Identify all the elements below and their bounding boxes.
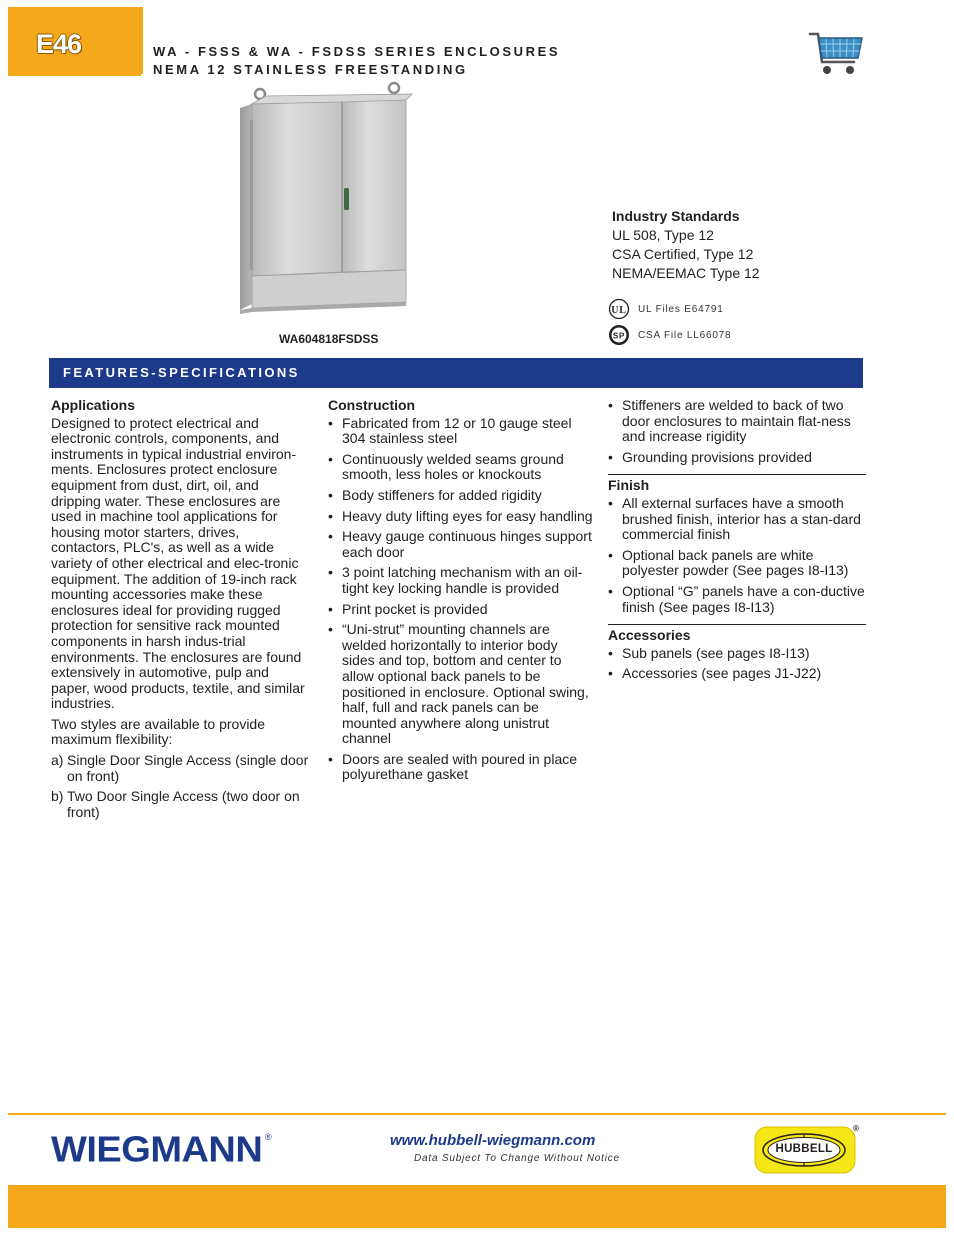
shopping-cart-icon[interactable] xyxy=(808,30,864,78)
list-item: • Body stiffeners for added rigidity xyxy=(328,488,593,504)
section-divider xyxy=(608,624,866,625)
features-title: FEATURES-SPECIFICATIONS xyxy=(63,365,300,380)
list-item: • Stiffeners are welded to back of two door enclosures to maintain flat-ness and increase rigidity xyxy=(608,398,866,445)
header-rule xyxy=(8,74,141,76)
csa-certification xyxy=(608,324,731,346)
page-code: E46 xyxy=(36,29,82,59)
list-item: • Fabricated from 12 or 10 gauge steel 304 stainless steel xyxy=(328,416,593,447)
change-notice: Data Subject To Change Without Notice xyxy=(414,1153,620,1164)
csa-file-number: CSA File LL66078 xyxy=(638,329,732,341)
series-title: WA - FSSS & WA - FSDSS SERIES ENCLOSURES xyxy=(153,44,561,59)
footer-bar xyxy=(8,1185,946,1228)
product-caption: WA604818FSDSS xyxy=(279,332,379,346)
style-item xyxy=(51,753,311,784)
applications-text: Designed to protect electrical and electronic controls, components, and instruments in typical industrial environ-ments. Enclosures protect enclosure equipment from dust, dirt, oil, and dripping water. These enclosures are used in machine tool applications for housing motor starters, drives, contactors, PLC's, as well as a wide variety of other electrical and elec-tronic equipment. The addition of 19-inch rack mounting accessories make these enclosures ideal for providing rugged protection for sensitive rack mounted components in harsh indus-trial environments. The enclosures are found extensively in automotive, pulp and paper, wood products, textile, and similar industries. xyxy=(51,414,305,712)
standard-item: NEMA/EEMAC Type 12 xyxy=(612,265,760,281)
list-item: • 3 point latching mechanism with an oil-tight key locking handle is provided xyxy=(328,565,593,596)
construction-heading: Construction xyxy=(328,397,416,413)
ul-logo-icon xyxy=(608,298,630,320)
list-item: • Print pocket is provided xyxy=(328,602,593,618)
applications-column xyxy=(51,398,311,825)
construction-column xyxy=(328,398,593,788)
list-item: • Doors are sealed with poured in place polyurethane gasket xyxy=(328,752,593,783)
specs-column xyxy=(608,398,866,687)
construction-list-continued xyxy=(608,398,866,465)
style-text: Two Door Single Access (two door on front) xyxy=(67,788,300,820)
list-item: • Heavy duty lifting eyes for easy handling xyxy=(328,509,593,525)
standards-heading: Industry Standards xyxy=(612,208,740,224)
registered-mark: ® xyxy=(265,1132,272,1142)
construction-list xyxy=(328,416,593,783)
list-item xyxy=(608,584,866,615)
list-item: • Accessories (see pages J1-J22) xyxy=(608,666,866,682)
list-item xyxy=(608,548,866,579)
applications-heading: Applications xyxy=(51,397,136,413)
list-item: • Grounding provisions provided xyxy=(608,450,866,466)
hubbell-logo xyxy=(754,1126,860,1174)
finish-heading: Finish xyxy=(608,477,650,494)
footer-rule xyxy=(8,1113,946,1115)
style-text: Single Door Single Access (single door on front) xyxy=(67,752,309,784)
list-item: • Heavy gauge continuous hinges support each door xyxy=(328,529,593,560)
hubbell-registered-mark: ® xyxy=(853,1124,859,1133)
website-link[interactable]: www.hubbell-wiegmann.com xyxy=(390,1132,596,1149)
standard-item: UL 508, Type 12 xyxy=(612,227,714,243)
accessories-list xyxy=(608,646,866,682)
industry-standards xyxy=(612,207,760,283)
hubbell-wordmark: HUBBELL xyxy=(775,1143,833,1155)
wiegmann-logo: WIEGMANN xyxy=(51,1130,263,1170)
series-subtitle: NEMA 12 STAINLESS FREESTANDING xyxy=(153,62,468,77)
ul-file-number: UL Files E64791 xyxy=(638,303,724,315)
optional-label: Optional xyxy=(622,546,675,563)
list-item: • Continuously welded seams ground smooth, less holes or knockouts xyxy=(328,452,593,483)
item-text: back panels are white polyester powder (See pages I8-I13) xyxy=(622,546,849,579)
accessories-heading: Accessories xyxy=(608,627,691,644)
list-item: • “Uni-strut” mounting channels are welded horizontally to interior body sides and top, bottom and center to allow optional back panels to be positioned in enclosure. Optional swing, half, full and rack panels can be mounted anywhere along unistrut channel xyxy=(328,622,593,747)
section-divider xyxy=(608,474,866,475)
item-text: “G” panels have a con-ductive finish (See pages I8-I13) xyxy=(622,582,865,615)
ul-certification xyxy=(608,298,724,320)
list-item: • Sub panels (see pages I8-I13) xyxy=(608,646,866,662)
list-item: • All external surfaces have a smooth brushed finish, interior has a stan-dard commercial finish xyxy=(608,496,866,543)
style-label: a) xyxy=(51,752,64,769)
csa-logo-icon xyxy=(608,324,630,346)
style-label: b) xyxy=(51,788,64,805)
enclosure-product-image xyxy=(238,80,418,326)
style-item xyxy=(51,789,311,820)
svg-text:SP: SP xyxy=(612,331,626,341)
svg-text:UL: UL xyxy=(611,305,627,316)
styles-intro: Two styles are available to provide maximum flexibility: xyxy=(51,715,265,748)
optional-label: Optional xyxy=(622,582,675,599)
finish-list xyxy=(608,496,866,615)
standard-item: CSA Certified, Type 12 xyxy=(612,246,754,262)
